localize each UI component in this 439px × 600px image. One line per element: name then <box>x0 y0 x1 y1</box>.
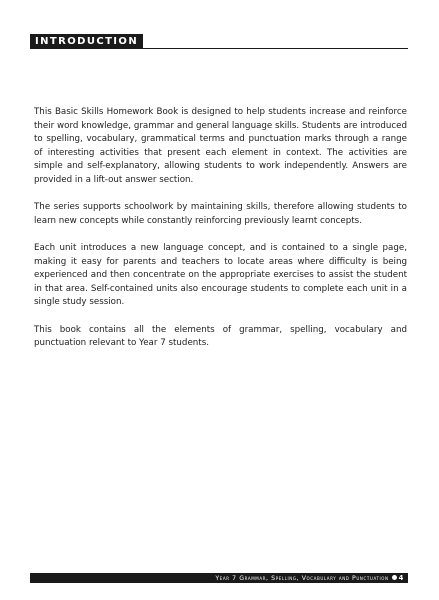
page-number: 4 <box>398 574 404 582</box>
body-text <box>34 106 407 364</box>
paragraph-2: The series supports schoolwork by maintaining skills, therefore allowing students to learn new concepts while constantly reinforcing previously learnt concepts. <box>34 202 407 226</box>
paragraph-3: Each unit introduces a new language concept, and is contained to a single page, making it easy for parents and teachers to locate areas where difficulty is being experienced and then concentrate on the appropriate exercises to assist the student in that area. Self-contained units also encourage students to complete each unit in a single study session. <box>34 242 407 308</box>
header-rule <box>30 48 408 49</box>
section-title: INTRODUCTION <box>30 34 143 49</box>
paragraph-1: This Basic Skills Homework Book is designed to help students increase and reinforce their word knowledge, grammar and general language skills. Students are introduced to spelling, vocabulary, grammatical terms and punctuation marks through a range of interesting activities that present each element in context. The activities are simple and self-explanatory, allowing students to work independently. Answers are provided in a lift-out answer section. <box>34 107 407 185</box>
section-header <box>30 32 408 50</box>
paragraph-4: This book contains all the elements of grammar, spelling, vocabulary and punctuation relevant to Year 7 students. <box>34 324 407 349</box>
bullet-icon <box>392 575 397 580</box>
page-footer <box>30 573 408 583</box>
footer-title: Year 7 Grammar, Spelling, Vocabulary and Punctuation <box>215 575 389 582</box>
